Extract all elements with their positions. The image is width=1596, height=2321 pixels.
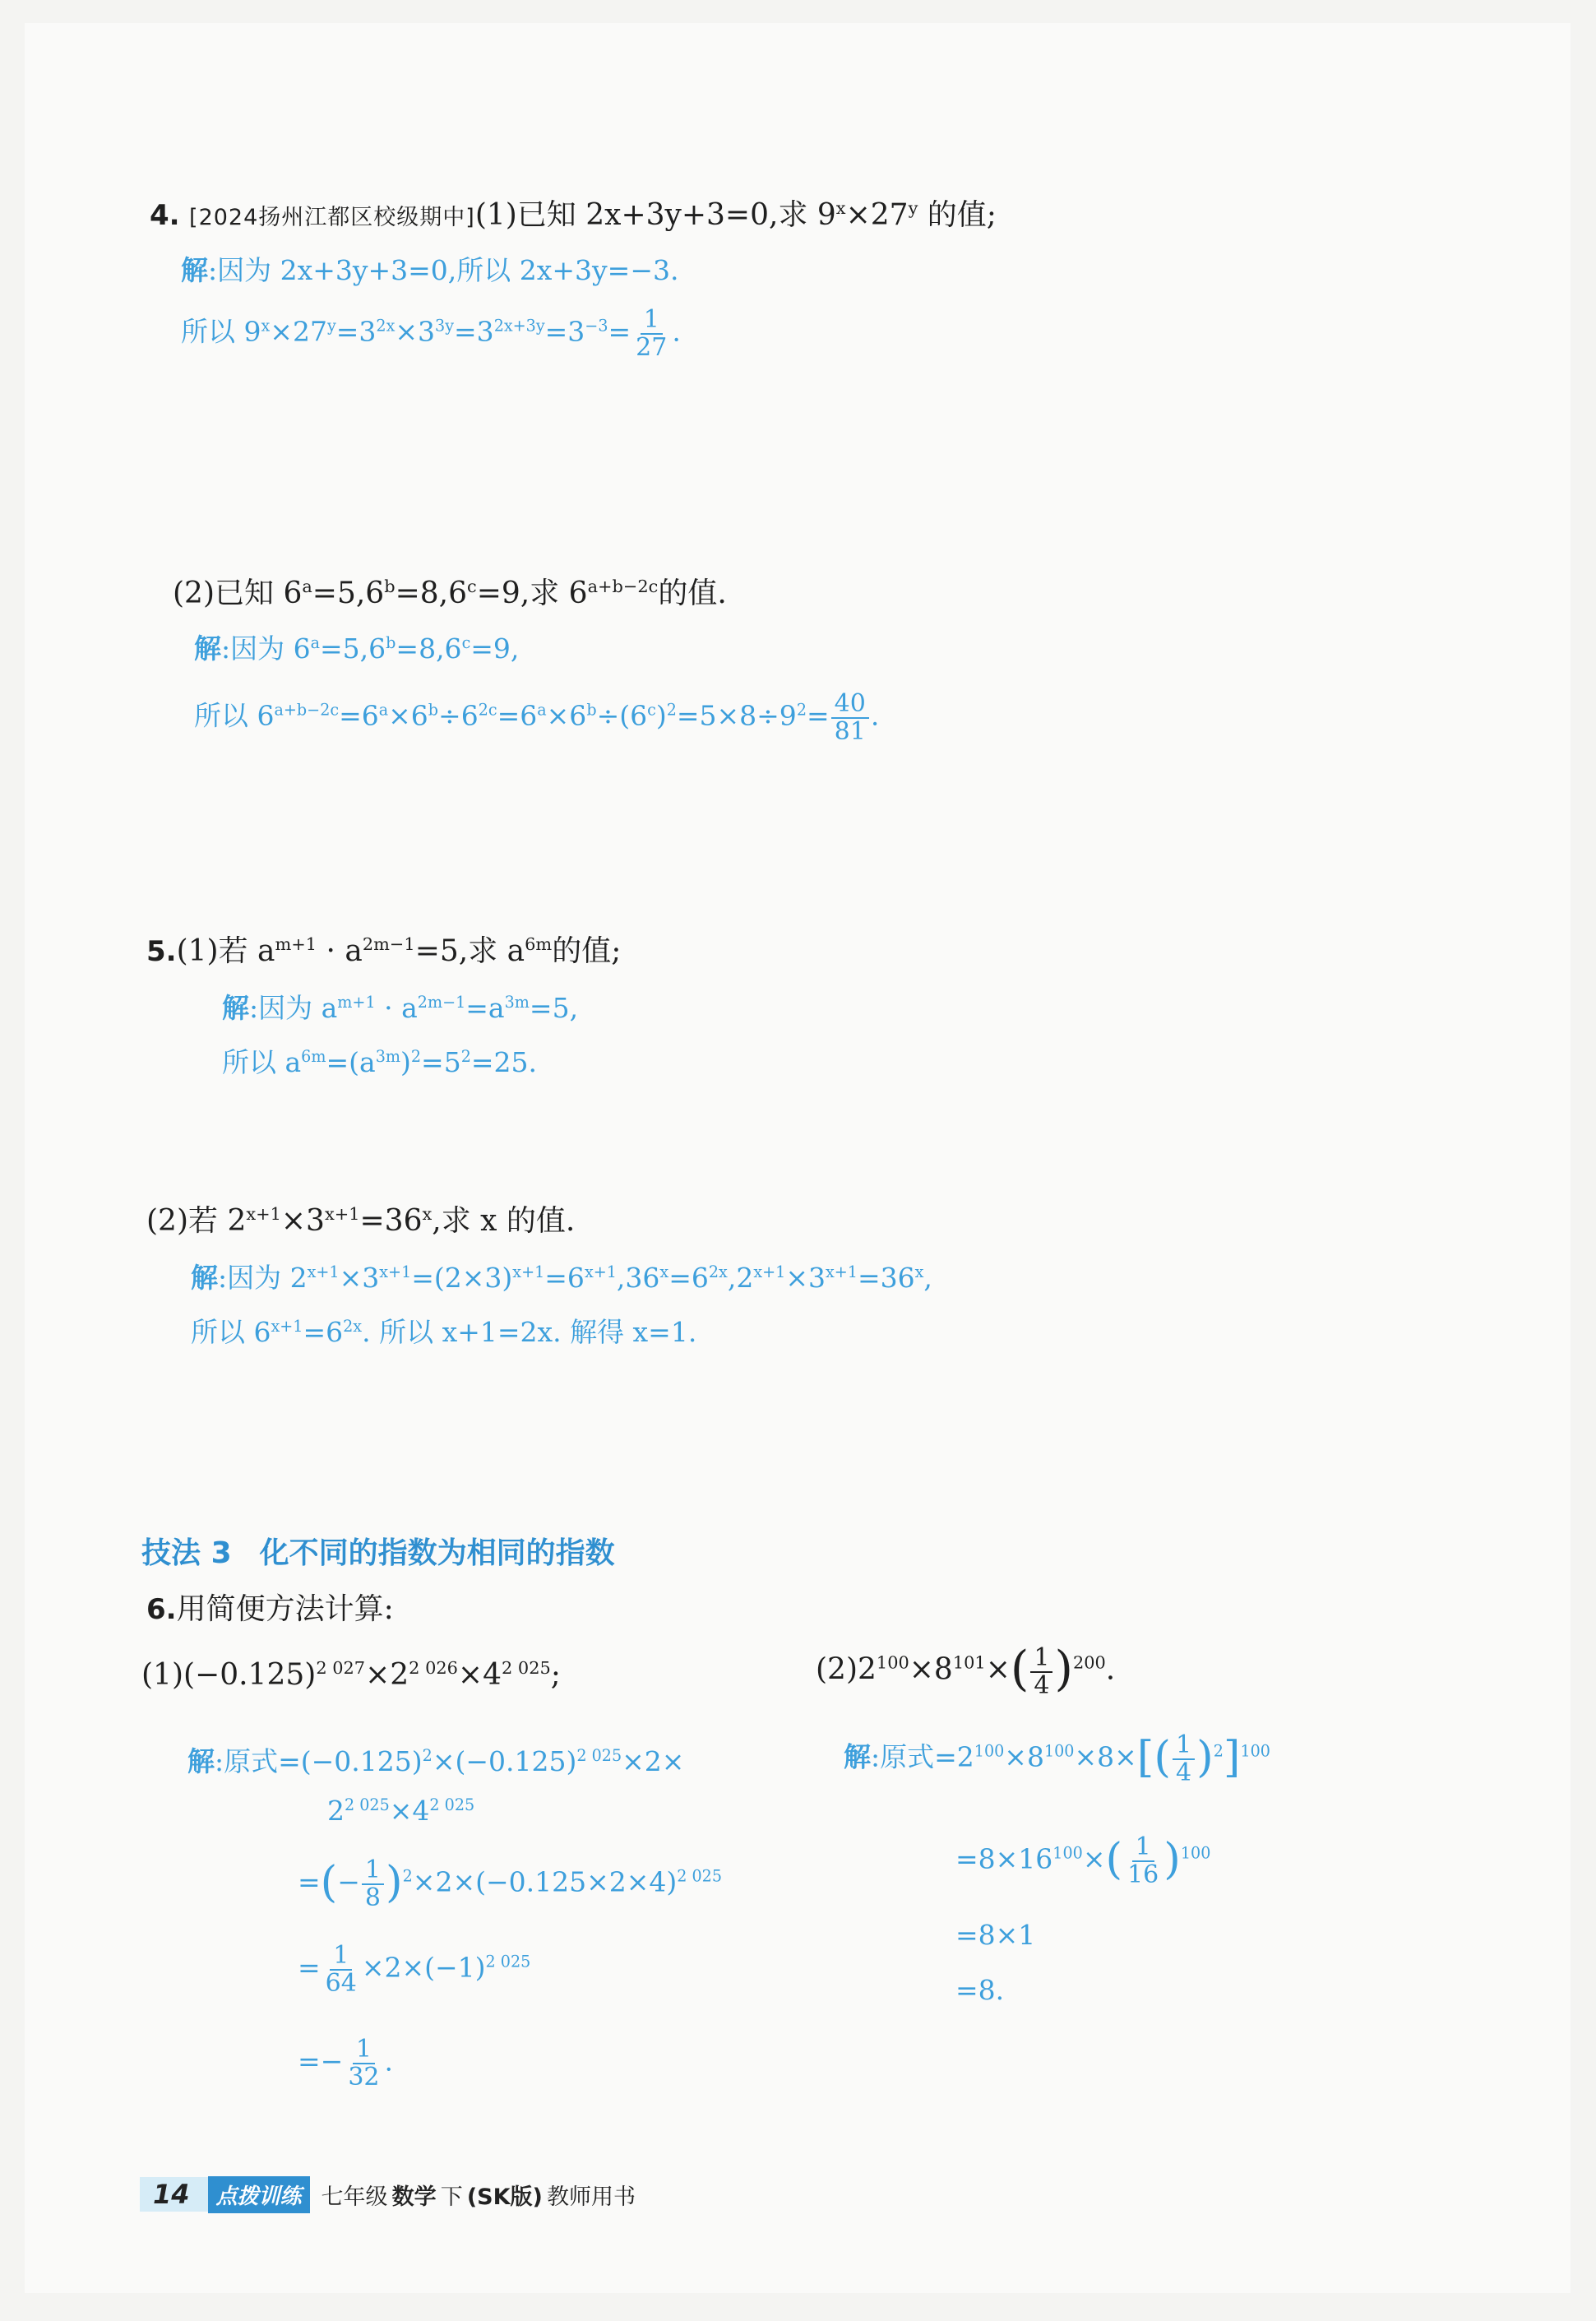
q4-number: 4.	[150, 199, 180, 232]
footer-volume: 下	[440, 2184, 463, 2210]
q4-part1-answer-line1: 解:因为 2x+3y+3=0,所以 2x+3y=−3.	[181, 254, 679, 286]
q4-part2-question: (2)已知 $6^a=5,6^b=8,6^c=9$,求 $6^{a+b-2c}$的值.	[173, 577, 727, 610]
footer-subject: 数学	[391, 2184, 437, 2210]
q4-part1-answer-line2: 所以 $9^x\times 27^y=3^{2x}\times 3^{3y}=3^{2x+3y}=3^{-3}=$ $\frac{1}{27}$ .	[181, 305, 681, 362]
footer-grade: 七年级	[321, 2184, 388, 2210]
q6-part2-answer-line3: =8×1	[955, 1919, 1036, 1951]
series-logo: 点拨训练	[208, 2176, 310, 2213]
q5-part2-answer-line2: 所以 $6^{x+1}=6^{2x}$. 所以 x+1=2x. 解得 x=1.	[191, 1316, 697, 1348]
q4-answer2-fraction: $\frac{40}{81}$	[831, 691, 869, 744]
q5-number: 5.	[146, 935, 177, 968]
q6-part2-answer-line2: $=8\times 16^{100}\times$( $\frac{1}{16}$ )$^{100}$	[955, 1832, 1211, 1889]
q4-part1-question: 4. [2024扬州江都区校级期中](1)已知 2x+3y+3=0,求 $9^x\times 27^y$ 的值;	[150, 198, 997, 232]
q5-part1-answer-line2: 所以 $a^{6m}=(a^{3m})^2=5^2=25$.	[222, 1046, 538, 1078]
q6-part1-answer-line4: = $\frac{1}{64}$ $\times 2\times(-1)^{2 025}$	[298, 1941, 531, 1998]
footer-edition: (SK版)	[466, 2184, 543, 2210]
q6-part1-answer-line1: 解:原式$=(-0.125)^2\times(-0.125)^{2 025}\times 2\times$	[187, 1745, 685, 1777]
q5-part2-question: (2)若 $2^{x+1}\times 3^{x+1}=36^x$,求 x 的值.	[146, 1204, 576, 1238]
textbook-page	[25, 23, 1571, 2293]
section-heading: 技法 3 化不同的指数为相同的指数	[141, 1536, 615, 1570]
q6-part1-answer-line2: $2^{2 025}\times 4^{2 025}$	[327, 1795, 475, 1827]
page-number: 14	[140, 2177, 208, 2212]
q6-part1-answer-line3: =(− $\frac{1}{8}$ )$^2\times 2\times(-0.125\times 2\times 4)^{2 025}$	[298, 1855, 723, 1912]
q6-number: 6.	[146, 1593, 177, 1626]
q6-stem: 6.用简便方法计算:	[146, 1592, 394, 1626]
footer-book-type: 教师用书	[546, 2184, 636, 2210]
q5-part1-answer-line1: 解:因为 $a^{m+1} \cdot a^{2m-1}=a^{3m}=5$,	[222, 992, 579, 1024]
q6-part2-answer-line1: 解:原式$=2^{100}\times 8^{100}\times 8\times$[( $\frac{1}{4}$ )$^2$]$^{100}$	[844, 1730, 1270, 1787]
q4-source-tag: [2024扬州江都区校级期中]	[189, 205, 475, 230]
q4-part2-answer-line2: 所以 $6^{a+b-2c}=6^a\times 6^b\div 6^{2c}=6^a\times 6^b\div(6^c)^2=5\times 8\div 9^2=$ $\frac{40}{81}$ .	[194, 689, 880, 746]
q6-part2-question: $(2)2^{100}\times 8^{101}\times$( $\frac{1}{4}$ )$^{200}$.	[816, 1641, 1116, 1700]
q6-part1-answer-line5: =− $\frac{1}{32}$ .	[298, 2035, 393, 2092]
q5-part2-answer-line1: 解:因为 $2^{x+1}\times 3^{x+1}=(2\times 3)^{x+1}=6^{x+1},36^x=6^{2x},2^{x+1}\times 3^{x+1}=36^x$,	[191, 1262, 932, 1294]
q4-part2-answer-line1: 解:因为 $6^a=5,6^b=8,6^c=9$,	[194, 632, 520, 665]
q6-part2-answer-line4: =8.	[955, 1974, 1005, 2006]
q5-part1-question: 5.(1)若 $a^{m+1} \cdot a^{2m-1}=5$,求 $a^{6m}$的值;	[146, 934, 622, 968]
q4-answer1-fraction: $\frac{1}{27}$	[636, 305, 668, 362]
page-footer	[140, 2173, 636, 2216]
q6-part1-question: $(1)(-0.125)^{2 027}\times 2^{2 026}\times 4^{2 025}$;	[141, 1658, 561, 1692]
